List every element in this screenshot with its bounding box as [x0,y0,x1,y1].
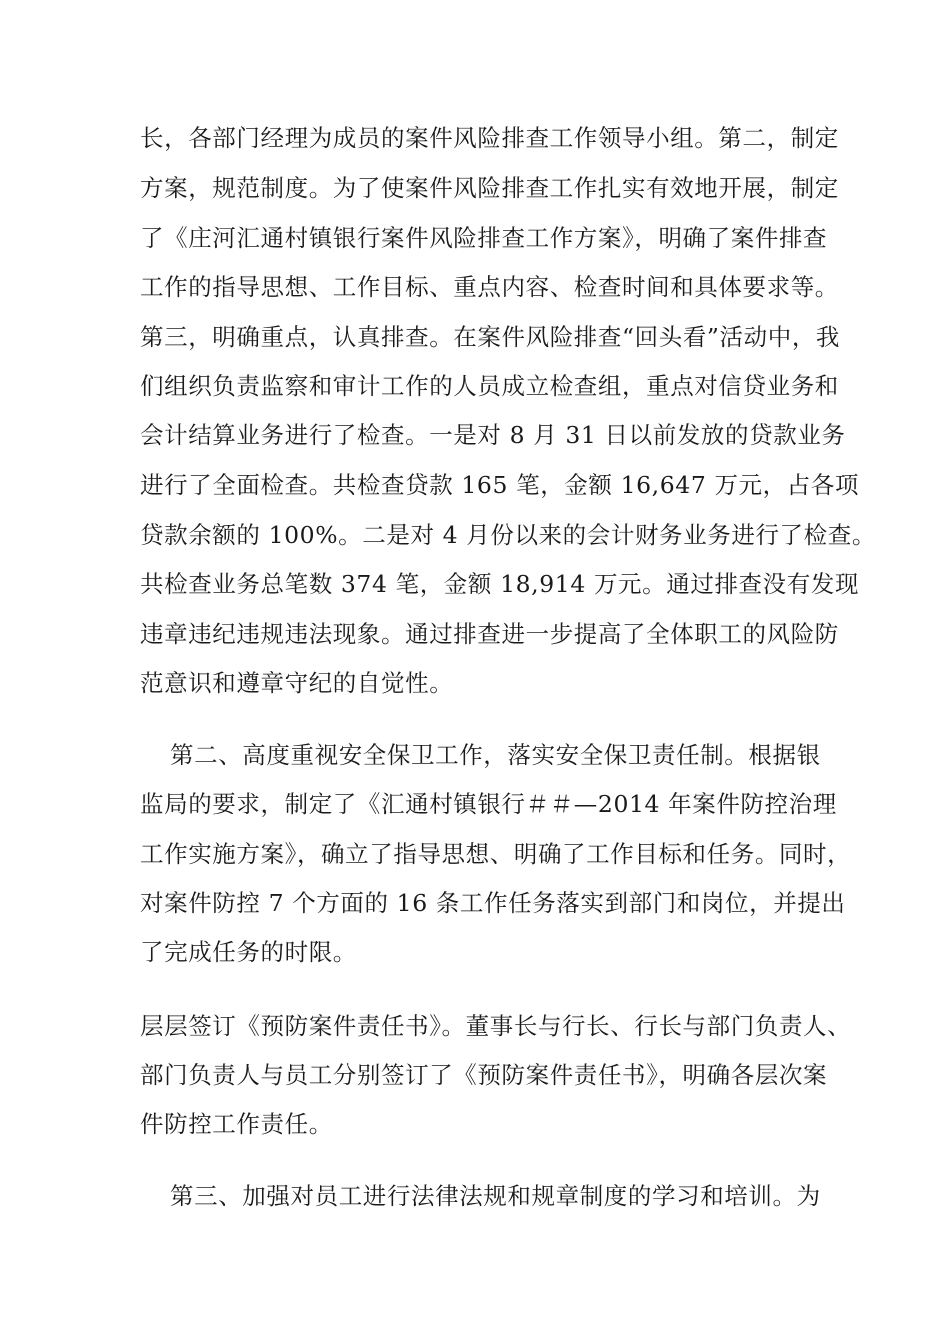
text-line: 进行了全面检查。共检查贷款 165 笔，金额 16,647 万元，占各项 [140,471,860,499]
text-line: 层层签订《预防案件责任书》。董事长与行长、行长与部门负责人、 [140,1012,852,1040]
text-line: 违章违纪违规违法现象。通过排查进一步提高了全体职工的风险防 [140,620,839,648]
text-line: 共检查业务总笔数 374 笔，金额 18,914 万元。通过排查没有发现 [140,570,860,598]
text-line: 工作实施方案》，确立了指导思想、明确了工作目标和任务。同时， [140,840,852,868]
text-line: 监局的要求，制定了《汇通村镇银行＃＃—2014 年案件防控治理 [140,790,837,818]
text-line: 第三，明确重点，认真排查。在案件风险排查“回头看”活动中，我 [140,323,841,351]
text-line: 第三、加强对员工进行法律法规和规章制度的学习和培训。为 [170,1182,821,1210]
text-line: 长，各部门经理为成员的案件风险排查工作领导小组。第二，制定 [140,124,839,152]
text-line: 工作的指导思想、工作目标、重点内容、检查时间和具体要求等。 [140,273,839,301]
text-line: 件防控工作责任。 [140,1110,333,1138]
text-line: 对案件防控 7 个方面的 16 条工作任务落实到部门和岗位，并提出 [140,889,846,917]
text-line: 范意识和遵章守纪的自觉性。 [140,669,454,697]
text-line: 了《庄河汇通村镇银行案件风险排查工作方案》，明确了案件排查 [140,224,828,252]
text-line: 方案，规范制度。为了使案件风险排查工作扎实有效地开展，制定 [140,174,839,202]
text-line: 部门负责人与员工分别签订了《预防案件责任书》，明确各层次案 [140,1061,828,1089]
text-line: 们组织负责监察和审计工作的人员成立检查组，重点对信贷业务和 [140,372,839,400]
text-line: 了完成任务的时限。 [140,938,357,966]
text-line: 贷款余额的 100%。二是对 4 月份以来的会计财务业务进行了检查。 [140,521,876,549]
text-line: 会计结算业务进行了检查。一是对 8 月 31 日以前发放的贷款业务 [140,421,846,449]
text-line: 第二、高度重视安全保卫工作，落实安全保卫责任制。根据银 [170,741,821,769]
